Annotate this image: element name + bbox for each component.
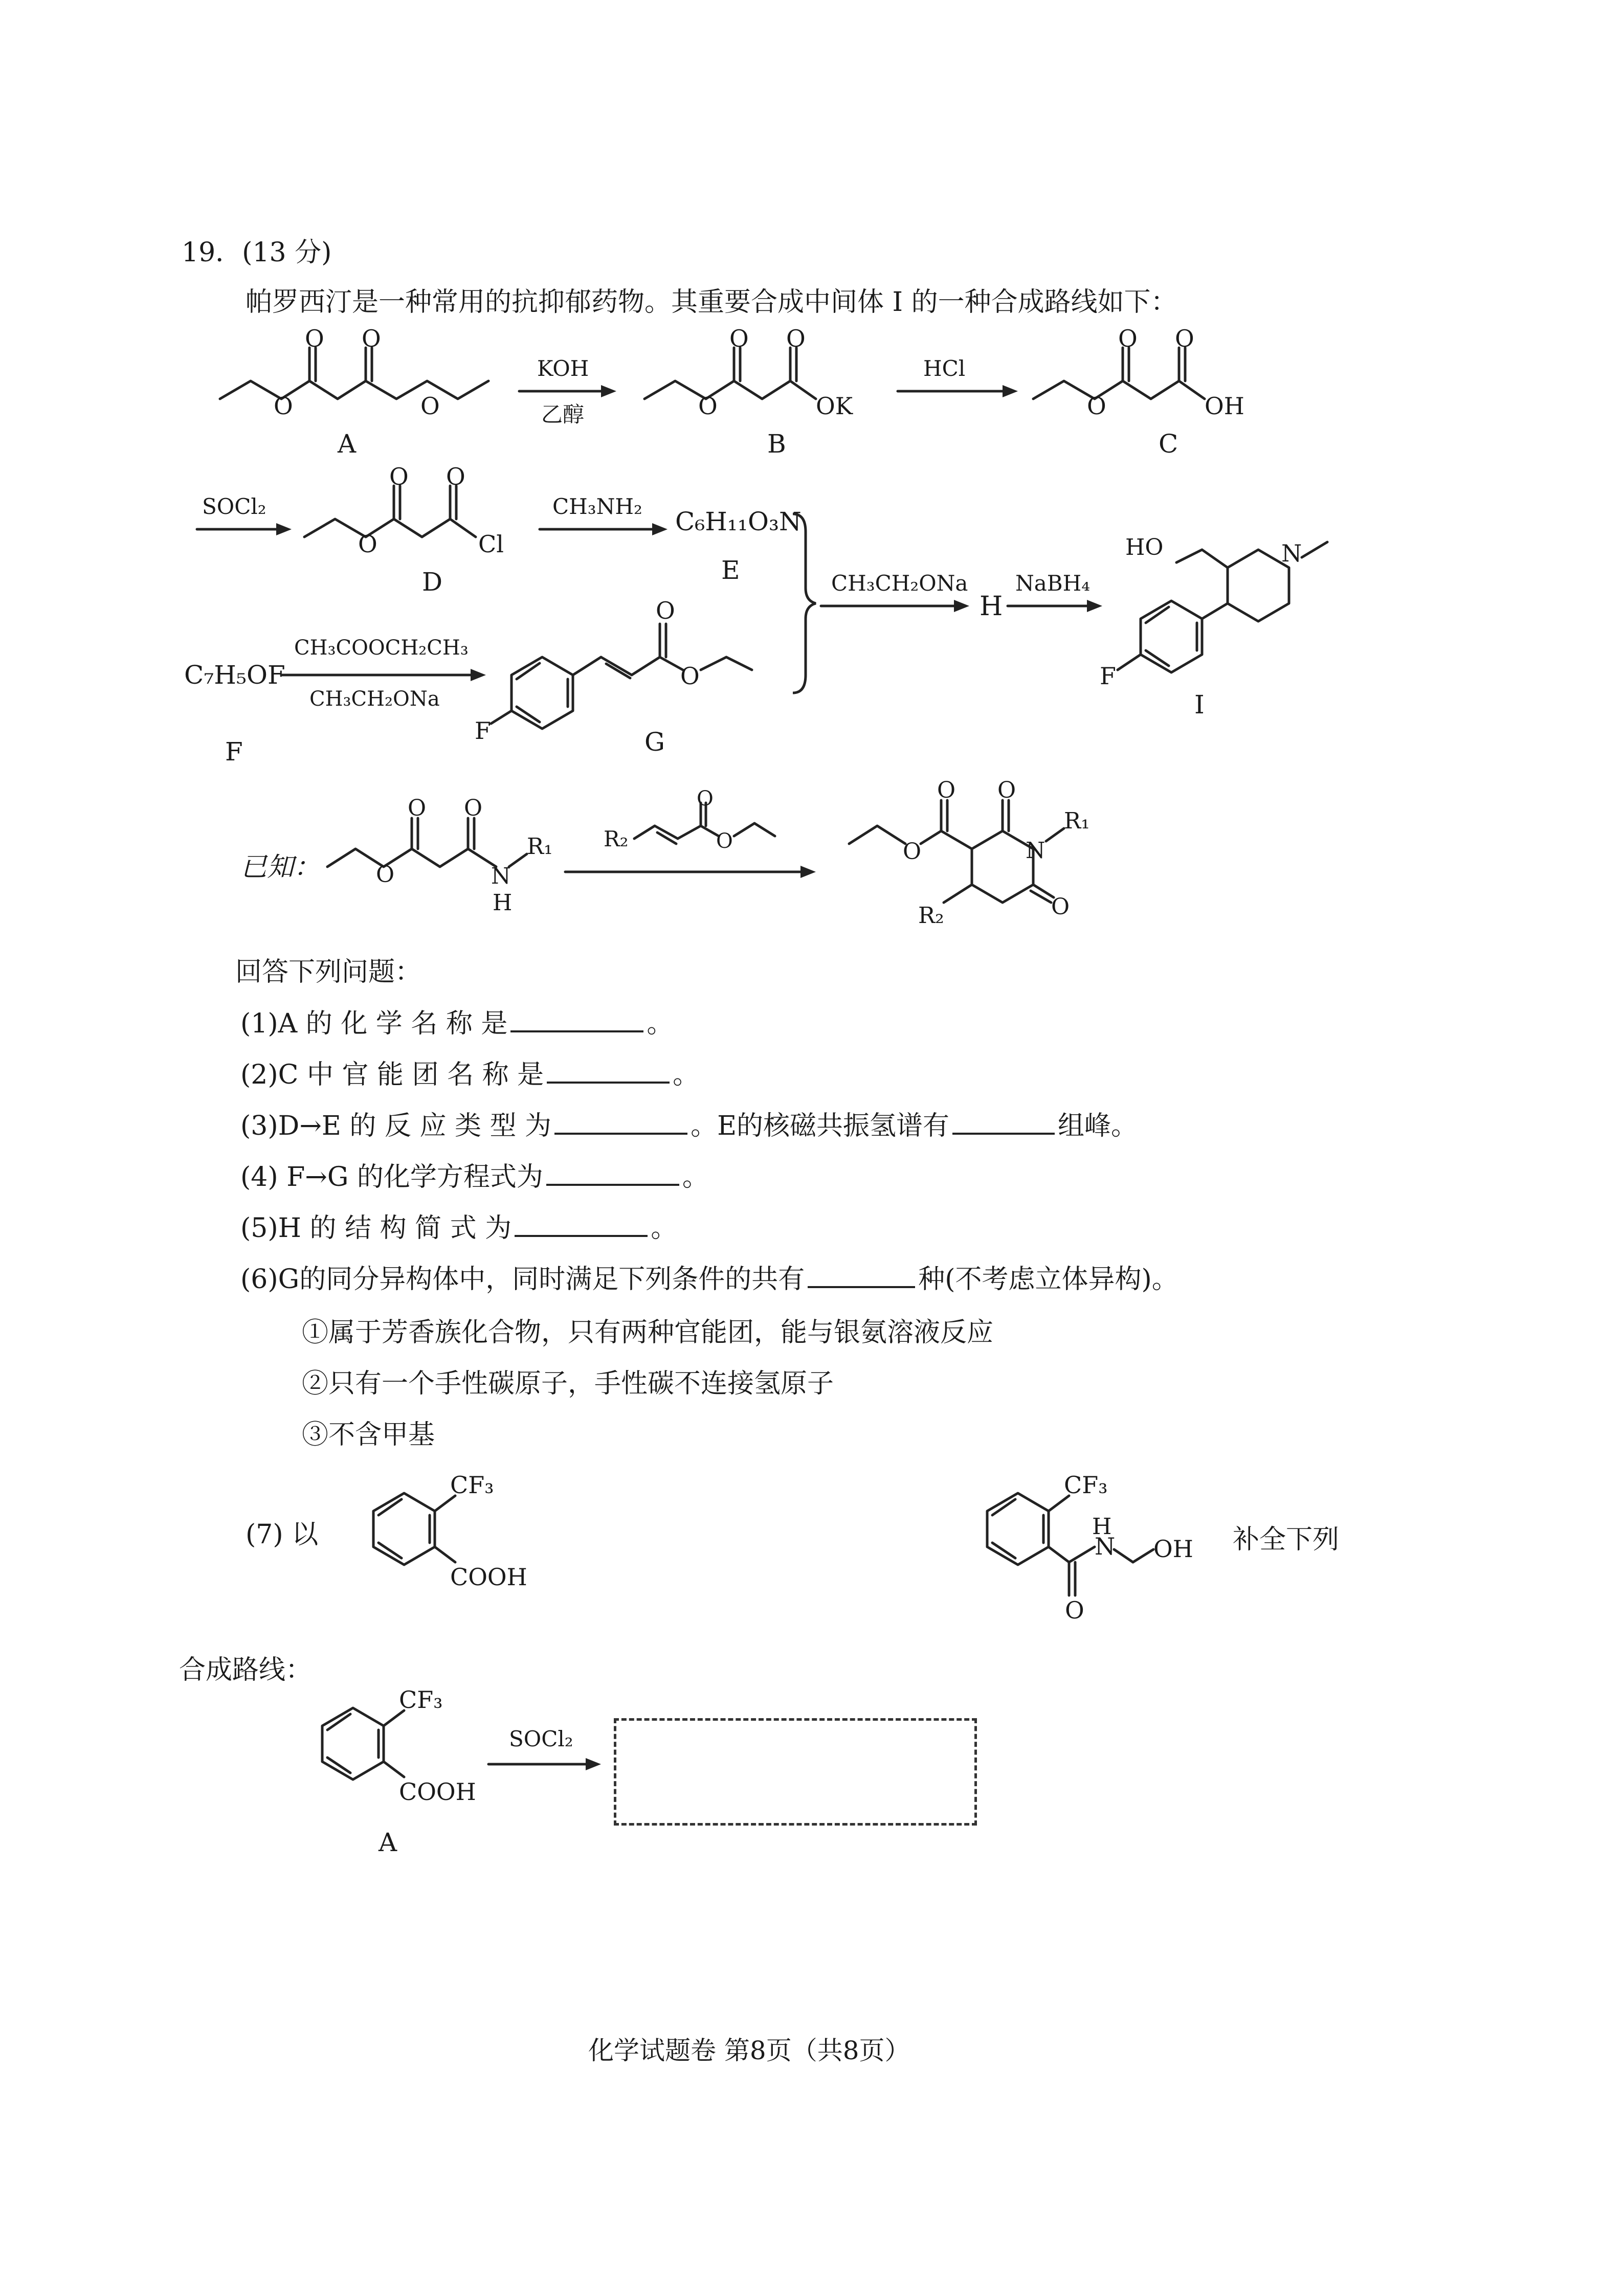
route-arrow [486,1723,609,1785]
svg-text:O: O [698,392,718,420]
atom-O: O [420,392,440,420]
reagent-naoet: CH₃CH₂ONa [309,687,440,711]
arrow-a-b [517,353,619,430]
reagent-koh: KOH [537,356,589,381]
svg-text:O: O [937,777,956,803]
label-H: H [980,591,1003,622]
answer-blank-3a[interactable] [554,1112,687,1135]
atom-O: O [362,325,381,352]
known-reactant [322,795,578,931]
known-product [844,777,1161,982]
svg-text:R₂: R₂ [604,826,629,851]
arrow-c-d [194,491,297,547]
q1: (1)A 的 化 学 名 称 是 。 [240,1008,674,1039]
svg-text:CF₃: CF₃ [1064,1471,1108,1499]
route-label-A: A [379,1828,397,1857]
label-E: E [721,555,740,585]
formula-F: C₇H₅OF [184,660,285,690]
compound-A [215,325,547,460]
arrow-b-c [895,353,1023,414]
svg-text:O: O [716,829,733,853]
svg-text:N: N [491,863,511,889]
svg-text:O: O [997,777,1016,803]
svg-text:R₂: R₂ [918,903,944,929]
svg-text:O: O [1065,1596,1084,1624]
arrow-d-e [537,491,675,547]
label-B: B [767,429,786,459]
q7-prefix: (7) 以 [246,1519,319,1550]
reagent-hcl: HCl [923,356,966,381]
answer-blank-5[interactable] [515,1214,648,1237]
arrow-f-g [279,632,494,718]
q5: (5)H 的 结 构 简 式 为 。 [240,1213,678,1244]
svg-text:O: O [446,463,465,490]
question-number: 19．(13 分) [182,237,332,268]
svg-text:O: O [729,325,749,352]
svg-text:O: O [408,795,427,821]
formula-E: C₆H₁₁O₃N [675,507,802,536]
svg-text:O: O [1118,325,1138,352]
svg-text:CF₃: CF₃ [450,1471,494,1499]
condition-3: ③不含甲基 [302,1420,435,1450]
known-arrow [563,787,829,885]
answer-route-box[interactable] [614,1718,977,1826]
svg-text:CF₃: CF₃ [399,1686,443,1714]
atom-F: F [1100,662,1116,690]
q6: (6)G的同分异构体中，同时满足下列条件的共有 种(不考虑立体异构)。 [240,1264,1178,1295]
brace [790,511,821,695]
atom-O: O [274,392,293,420]
label-D: D [422,567,443,597]
label-G: G [644,727,665,757]
q4: (4) F→G 的化学方程式为 。 [240,1162,709,1192]
route-start-A [286,1687,501,1866]
route-reagent: SOCl₂ [509,1726,573,1751]
svg-text:H: H [1092,1514,1112,1540]
svg-text:O: O [389,463,409,490]
svg-text:O: O [1051,894,1070,920]
compound-D [299,463,535,598]
atom-HO: HO [1125,534,1164,560]
answer-blank-3b[interactable] [952,1112,1055,1135]
atom-N: N [1281,539,1302,567]
svg-text:H: H [493,890,513,916]
answer-blank-2[interactable] [547,1061,670,1084]
svg-text:O: O [786,325,806,352]
compound-B [639,325,885,460]
arrow-eg-h [818,568,972,624]
svg-text:R₁: R₁ [1064,808,1090,834]
compound-I [1074,501,1361,731]
reagent-etoac: CH₃COOCH₂CH₃ [294,636,469,660]
target-amide [951,1473,1207,1636]
svg-text:O: O [358,530,377,558]
svg-text:OH: OH [1153,1535,1193,1563]
svg-text:COOH: COOH [450,1563,527,1591]
svg-text:O: O [1087,392,1106,420]
svg-text:N: N [1026,838,1045,864]
svg-text:O: O [464,795,483,821]
compound-C [1028,325,1284,460]
answers-prompt: 回答下列问题： [235,957,422,987]
start-material-cf3-benzoic-acid [338,1473,552,1616]
q7-suffix: 补全下列 [1233,1524,1340,1555]
svg-text:F: F [475,717,491,745]
q2: (2)C 中 官 能 团 名 称 是 。 [240,1060,700,1090]
svg-text:O: O [697,787,714,811]
label-I: I [1194,690,1205,719]
atom-OK: OK [816,392,853,420]
svg-text:R₁: R₁ [527,834,553,860]
svg-text:O: O [656,597,675,624]
label-F: F [225,737,243,767]
atom-OH: OH [1205,392,1244,420]
reagent-socl2: SOCl₂ [202,494,266,519]
reagent-ethanol: 乙醇 [541,402,585,427]
label-A: A [338,429,357,459]
route-label: 合成路线： [179,1655,313,1685]
compound-G [465,588,793,772]
page-footer: 化学试题卷 第8页（共8页） [588,2036,910,2065]
svg-text:O: O [376,862,395,888]
reagent-ch3nh2: CH₃NH₂ [552,494,642,519]
answer-blank-4[interactable] [546,1163,679,1186]
svg-text:N: N [1095,1533,1116,1560]
known-label: 已知： [240,852,321,883]
q3: (3)D→E 的 反 应 类 型 为 。E的核磁共振氢谱有 组峰。 [240,1111,1138,1141]
reagent-nabh4: NaBH₄ [1015,571,1091,596]
atom-O: O [305,325,324,352]
label-C: C [1159,429,1178,459]
reagent-ch3ch2ona: CH₃CH₂ONa [831,571,968,596]
answer-blank-1[interactable] [510,1010,643,1032]
atom-Cl: Cl [478,530,504,558]
svg-text:O: O [1175,325,1194,352]
condition-2: ②只有一个手性碳原子，手性碳不连接氢原子 [302,1368,834,1399]
answer-blank-6[interactable] [808,1266,915,1288]
condition-1: ①属于芳香族化合物，只有两种官能团，能与银氨溶液反应 [302,1317,994,1348]
svg-text:O: O [680,662,700,690]
svg-text:O: O [903,839,922,865]
svg-text:COOH: COOH [399,1778,476,1806]
question-intro: 帕罗西汀是一种常用的抗抑郁药物。其重要合成中间体 I 的一种合成路线如下： [246,287,1177,318]
